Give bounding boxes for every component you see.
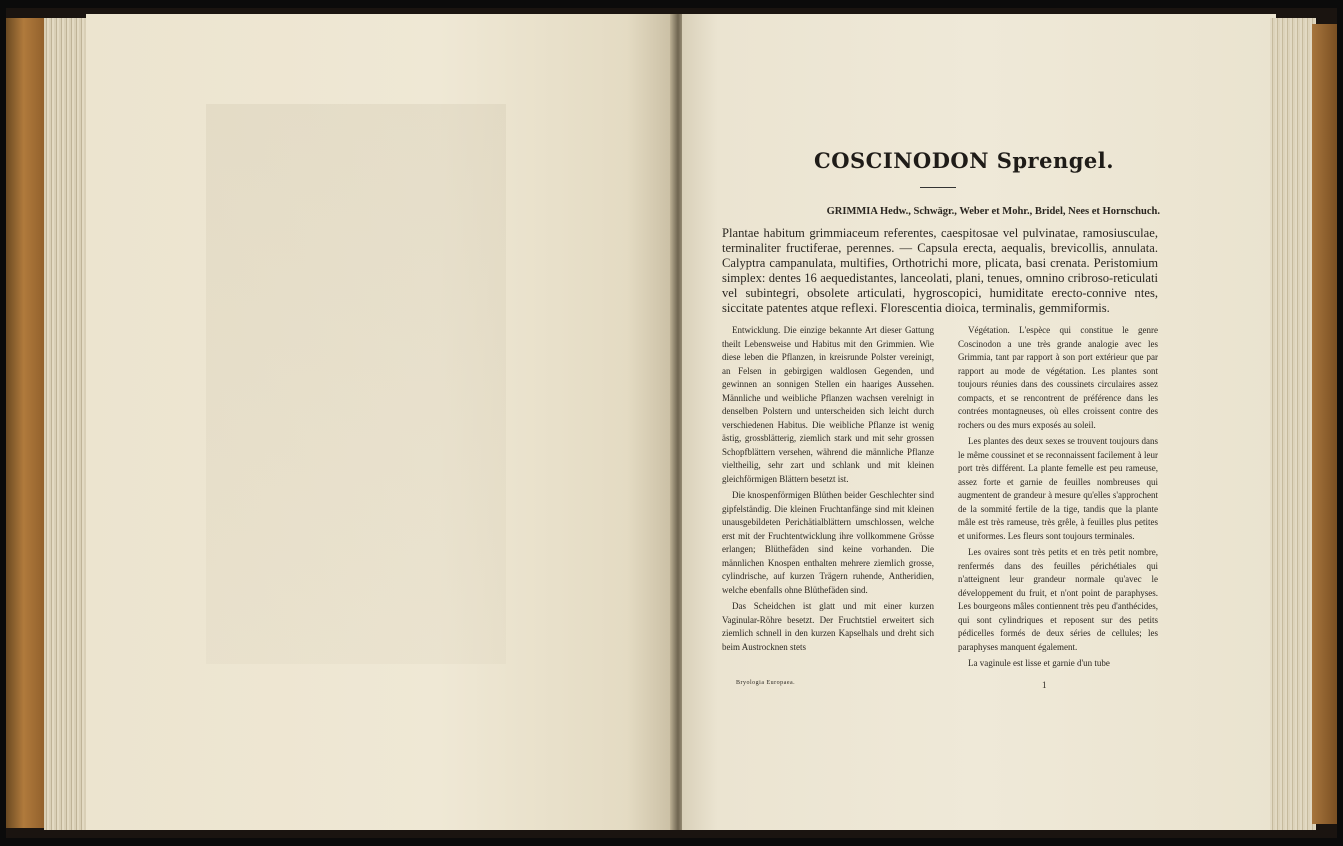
french-paragraph: La vaginule est lisse et garnie d'un tube [968,658,1110,668]
page-edges-left [44,18,92,830]
french-column [958,324,1158,674]
french-paragraph: Les plantes des deux sexes se trouvent toujours dans le même coussinet et se reconnaissent facilement à leur port très différent. La plante femelle est peu rameuse, assez forte et garnie de feuilles nombreuses qui augmentent de grandeur à mesure qu'elles s'approchent de la sommité fertile de la tige, tandis que la plante mâle est très rameuse, très grêle, à feuilles plus petites et uniformes. Les fleurs sont toujours terminales. [958,436,1158,541]
latin-diagnosis: Plantae habitum grimmiaceum referentes, caespitosae vel pulvinatae, ramosiusculae, terminaliter fructiferae, perennes. — Capsula erecta, aequalis, brevicollis, annulata. Calyptra campanulata, multifies, Orthotrichi more, plicata, basi crenata. Peristomium simplex: dentes 16 aequedistantes, lanceolati, plani, tenues, omnino cribroso-reticulati vel subintegri, obsolete articulati, hygroscopici, humiditate erecto-connive ntes, siccitate patentes atque reflexi. Florescentia dioica, terminalis, gemmiformis. [722,226,1158,315]
german-paragraph: Entwicklung. Die einzige bekannte Art dieser Gattung theilt Lebensweise und Habitus mit den Grimmien. Wie diese leben die Pflanzen, in kreisrunde Polster vereinigt, an Felsen in gebirgigen waldlosen Gegenden, und gewinnen an sonnigen Stellen ein haariges Aussehen. Männliche und weibliche Pflanzen wachsen verelnigt in denselben Polstern und unterscheiden sich leicht durch verschiedenen Habitus. Die weibliche Pflanze ist wenig ästig, grossblätterig, ziemlich stark und mit sehr grossen Schopfblättern versehen, während die männliche Pflanze vieltheilig, sehr zart und schlank und mit kleinen gleichförmigen Blättern besetzt ist. [722,325,934,484]
left-page-blank [86,14,674,830]
french-paragraph: Les ovaires sont très petits et en très petit nombre, renfermés dans des feuilles périchétiales qui n'atteignent leur grandeur normale qu'avec le développement du fruit, et n'ont point de paraphyses. Les bourgeons mâles contiennent très peu d'anthécides, qui sont cylindriques et reposent sur des petits pédicelles formés de deux séries de cellules; les paraphyses manquent également. [958,547,1158,652]
synonym-line: GRIMMIA Hedw., Schwägr., Weber et Mohr., Bridel, Nees et Hornschuch. [826,206,1160,217]
page-edges-right [1270,18,1316,830]
page-title: COSCINODON Sprengel. [814,148,1115,173]
german-column [722,324,934,657]
title-rule [920,187,956,188]
page-number: 1 [1042,680,1047,690]
bleed-through-shadow [206,104,506,664]
book-cover-right [1312,24,1337,824]
french-paragraph: Végétation. L'espèce qui constitue le genre Coscinodon a une très grande analogie avec les Grimmia, tant par rapport à son port extérieur que par rapport au mode de végétation. Les plantes sont toujours réunies dans des coussinets circulaires assez compacts, et se rencontrent de préférence dans les contrées montagneuses, où elles croissent contre des rochers ou des murs exposés au soleil. [958,325,1158,430]
german-paragraph: Das Scheidchen ist glatt und mit einer kurzen Vaginular-Röhre besetzt. Der Fruchtstiel erweitert sich ziemlich schnell in den kurzen Kapselhals und dreht sich beim Austrocknen stets [722,601,934,652]
signature-mark: Bryologia Europaea. [736,680,796,686]
german-paragraph: Die knospenförmigen Blüthen beider Geschlechter sind gipfelständig. Die kleinen Fruchtanfänge sind mit kleinen unausgebildeten Perichätialblättern umschlossen, welche erst mit der Fruchtentwicklung ihre vollkommene Grösse erlangen; Blüthefäden sind keine vorhanden. Die männlichen Knospen enthalten mehrere ziemlich grosse, cylindrische, auf kurzen Trägern ruhende, Antheridien, welche ebenfalls ohne Blüthefäden sind. [722,490,934,595]
